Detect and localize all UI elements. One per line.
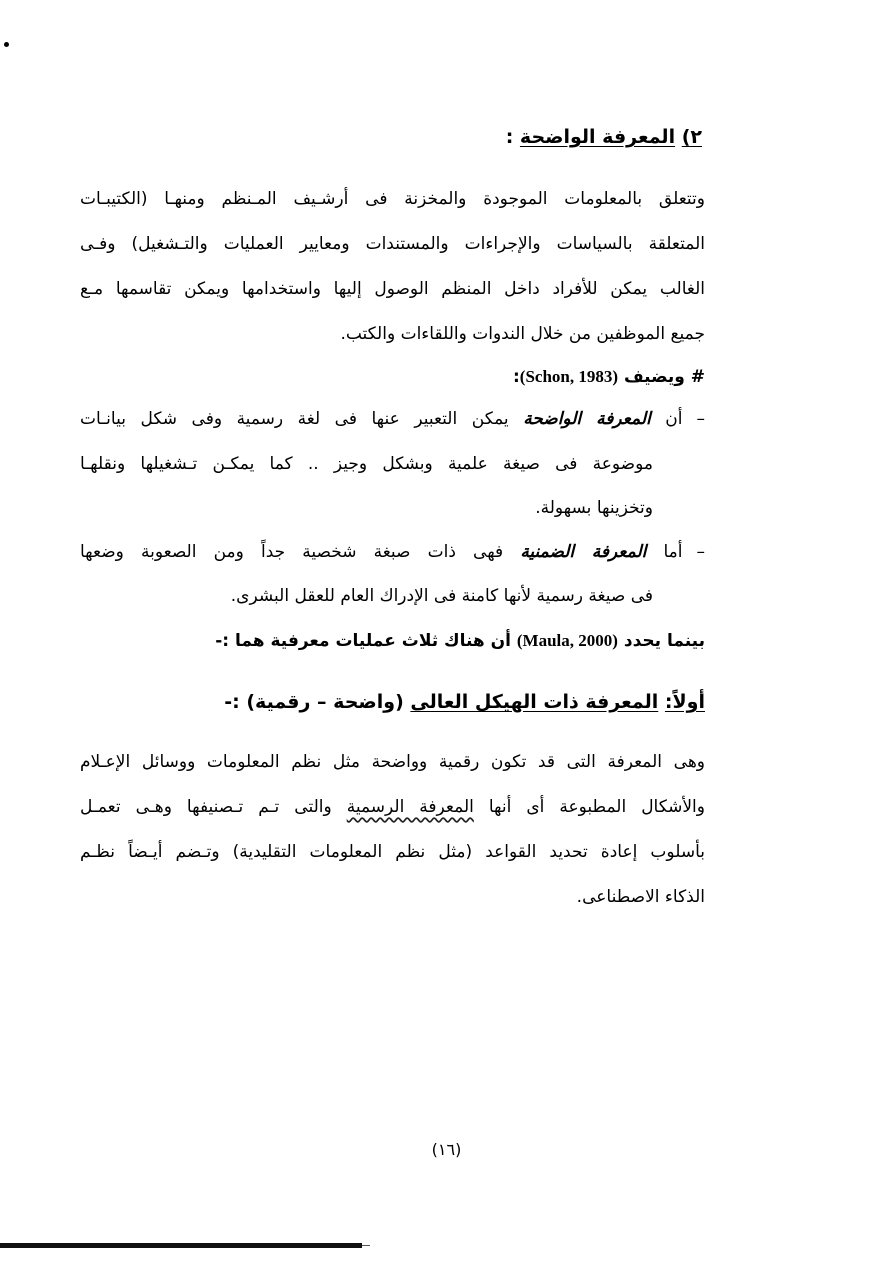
bullet-dash: – <box>696 542 706 562</box>
heading-suffix: :- <box>224 691 247 713</box>
citation-heading-maula <box>215 628 705 654</box>
citation-suffix: أن هناك ثلاث عمليات معرفية هما :- <box>215 631 511 651</box>
heading-paren: (واضحة – رقمية) <box>246 691 404 713</box>
citation-reference: (Schon, 1983) <box>519 367 619 386</box>
paragraph-line: بأسلوب إعادة تحديد القواعد (مثل نظم المعلومات التقليدية) وتـضم أيـضاً نظـم <box>80 842 705 862</box>
spellcheck-marked-text: المعرفة الرسمية <box>346 797 474 817</box>
paragraph-line: جميع الموظفين من خلال الندوات واللقاءات والكتب. <box>340 324 705 344</box>
heading-suffix: : <box>505 126 520 148</box>
bullet-text: أما <box>663 542 683 562</box>
section-heading-structured-knowledge <box>224 689 705 715</box>
citation-reference: (Maula, 2000) <box>516 631 618 650</box>
bullet-dash: – <box>696 409 705 429</box>
bullet-item <box>80 539 705 565</box>
margin-dot <box>4 42 9 47</box>
bullet-text: يمكن التعبير عنها فى لغة رسمية وفى شكل بيانـات <box>80 409 509 429</box>
paragraph-line: وتتعلق بالمعلومات الموجودة والمخزنة فى أرشـيف المـنظم ومنهـا (الكتيبـات <box>80 189 705 209</box>
paragraph-line <box>80 794 705 820</box>
page-number: (١٦) <box>431 1140 462 1159</box>
section-heading-explicit-knowledge <box>506 124 702 150</box>
paragraph-line: وهى المعرفة التى قد تكون رقمية وواضحة مثل نظم المعلومات ووسائل الإعـلام <box>80 752 705 772</box>
paragraph-text: والتى تـم تـصنيفها وهـى تعمـل <box>80 797 332 817</box>
paragraph-line: المتعلقة بالسياسات والإجراءات والمستندات ومعايير العمليات والتـشغيل) وفـى <box>80 234 705 254</box>
bullet-text: أن <box>665 409 683 429</box>
heading-title: المعرفة الواضحة <box>519 126 676 148</box>
bullet-continuation: فى صيغة رسمية لأنها كامنة فى الإدراك العام للعقل البشرى. <box>230 586 653 606</box>
citation-suffix: : <box>512 367 520 387</box>
bullet-continuation: موضوعة فى صيغة علمية وبشكل وجيز .. كما يمكـن تـشغيلها ونقلهـا <box>80 454 653 474</box>
bullet-term: المعرفة الضمنية <box>520 542 647 562</box>
bottom-rule-tail <box>362 1245 370 1246</box>
citation-heading-schon <box>513 364 705 390</box>
paragraph-text: والأشكال المطبوعة أى أنها <box>488 797 705 817</box>
bullet-item <box>80 406 705 432</box>
citation-prefix: بينما يحدد <box>623 631 705 651</box>
paragraph-line: الغالب يمكن للأفراد داخل المنظم الوصول إليها واستخدامها ويمكن تقاسمها مـع <box>80 279 705 299</box>
paragraph-line: الذكاء الاصطناعى. <box>576 887 705 907</box>
bullet-text: فهى ذات صبغة شخصية جداً ومن الصعوبة وضعها <box>80 542 504 562</box>
bullet-term: المعرفة الواضحة <box>523 409 651 429</box>
heading-label: أولاً: <box>664 691 705 713</box>
bullet-continuation: وتخزينها بسهولة. <box>535 498 653 518</box>
citation-prefix: # ويضيف <box>623 367 705 387</box>
bottom-rule <box>0 1243 362 1248</box>
heading-number: ٢) <box>681 126 702 148</box>
heading-title: المعرفة ذات الهيكل العالى <box>410 691 659 713</box>
